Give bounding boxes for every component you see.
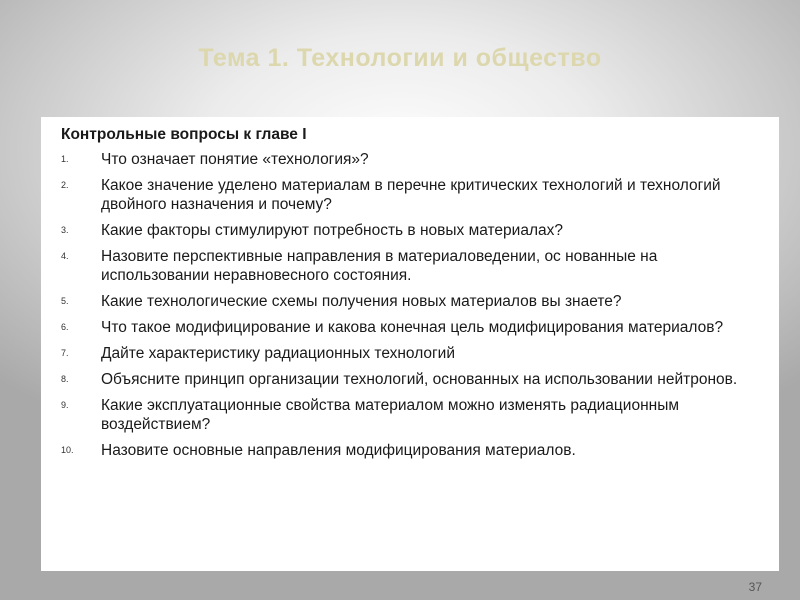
list-item-number: 2. bbox=[61, 180, 69, 190]
section-heading: Контрольные вопросы к главе I bbox=[61, 126, 307, 143]
list-item-text: Что означает понятие «технология»? bbox=[101, 151, 369, 168]
content-box bbox=[41, 117, 779, 571]
list-item-number: 9. bbox=[61, 400, 69, 410]
list-item-text: Какое значение уделено материалам в перечне критических технологий и технологий двойного назначения и почему? bbox=[101, 177, 721, 213]
list-item bbox=[61, 247, 759, 285]
page-number: 37 bbox=[748, 580, 762, 594]
list-item-number: 1. bbox=[61, 154, 69, 164]
slide-title: Тема 1. Технологии и общество bbox=[198, 44, 602, 72]
list-item-number: 7. bbox=[61, 348, 69, 358]
list-item-number: 5. bbox=[61, 296, 69, 306]
list-item bbox=[61, 221, 759, 240]
list-item-text: Назовите перспективные направления в материаловедении, ос нованные на использовании неравновесного состояния. bbox=[101, 248, 658, 284]
list-item-number: 3. bbox=[61, 225, 69, 235]
list-item-text: Объясните принцип организации технологий, основанных на использовании нейтронов. bbox=[101, 371, 738, 388]
list-item bbox=[61, 344, 759, 363]
list-item-number: 4. bbox=[61, 251, 69, 261]
list-item-text: Какие факторы стимулируют потребность в новых материалах? bbox=[101, 222, 563, 239]
list-item bbox=[61, 370, 759, 389]
list-item-text: Какие эксплуатационные свойства материалом можно изменять радиационным воздействием? bbox=[101, 397, 679, 433]
list-item bbox=[61, 292, 759, 311]
list-item-number: 8. bbox=[61, 374, 69, 384]
list-item bbox=[61, 318, 759, 337]
list-item-number: 10. bbox=[61, 445, 74, 455]
list-item-number: 6. bbox=[61, 322, 69, 332]
list-item-text: Дайте характеристику радиационных технологий bbox=[101, 345, 456, 362]
list-item bbox=[61, 441, 759, 460]
list-item-text: Какие технологические схемы получения новых материалов вы знаете? bbox=[101, 293, 622, 310]
list-item-text: Что такое модифицирование и какова конечная цель модифицирования материалов? bbox=[101, 319, 724, 336]
list-item-text: Назовите основные направления модифицирования материалов. bbox=[101, 442, 576, 459]
list-item bbox=[61, 176, 759, 214]
list-item bbox=[61, 150, 759, 169]
question-list bbox=[61, 150, 759, 460]
list-item bbox=[61, 396, 759, 434]
